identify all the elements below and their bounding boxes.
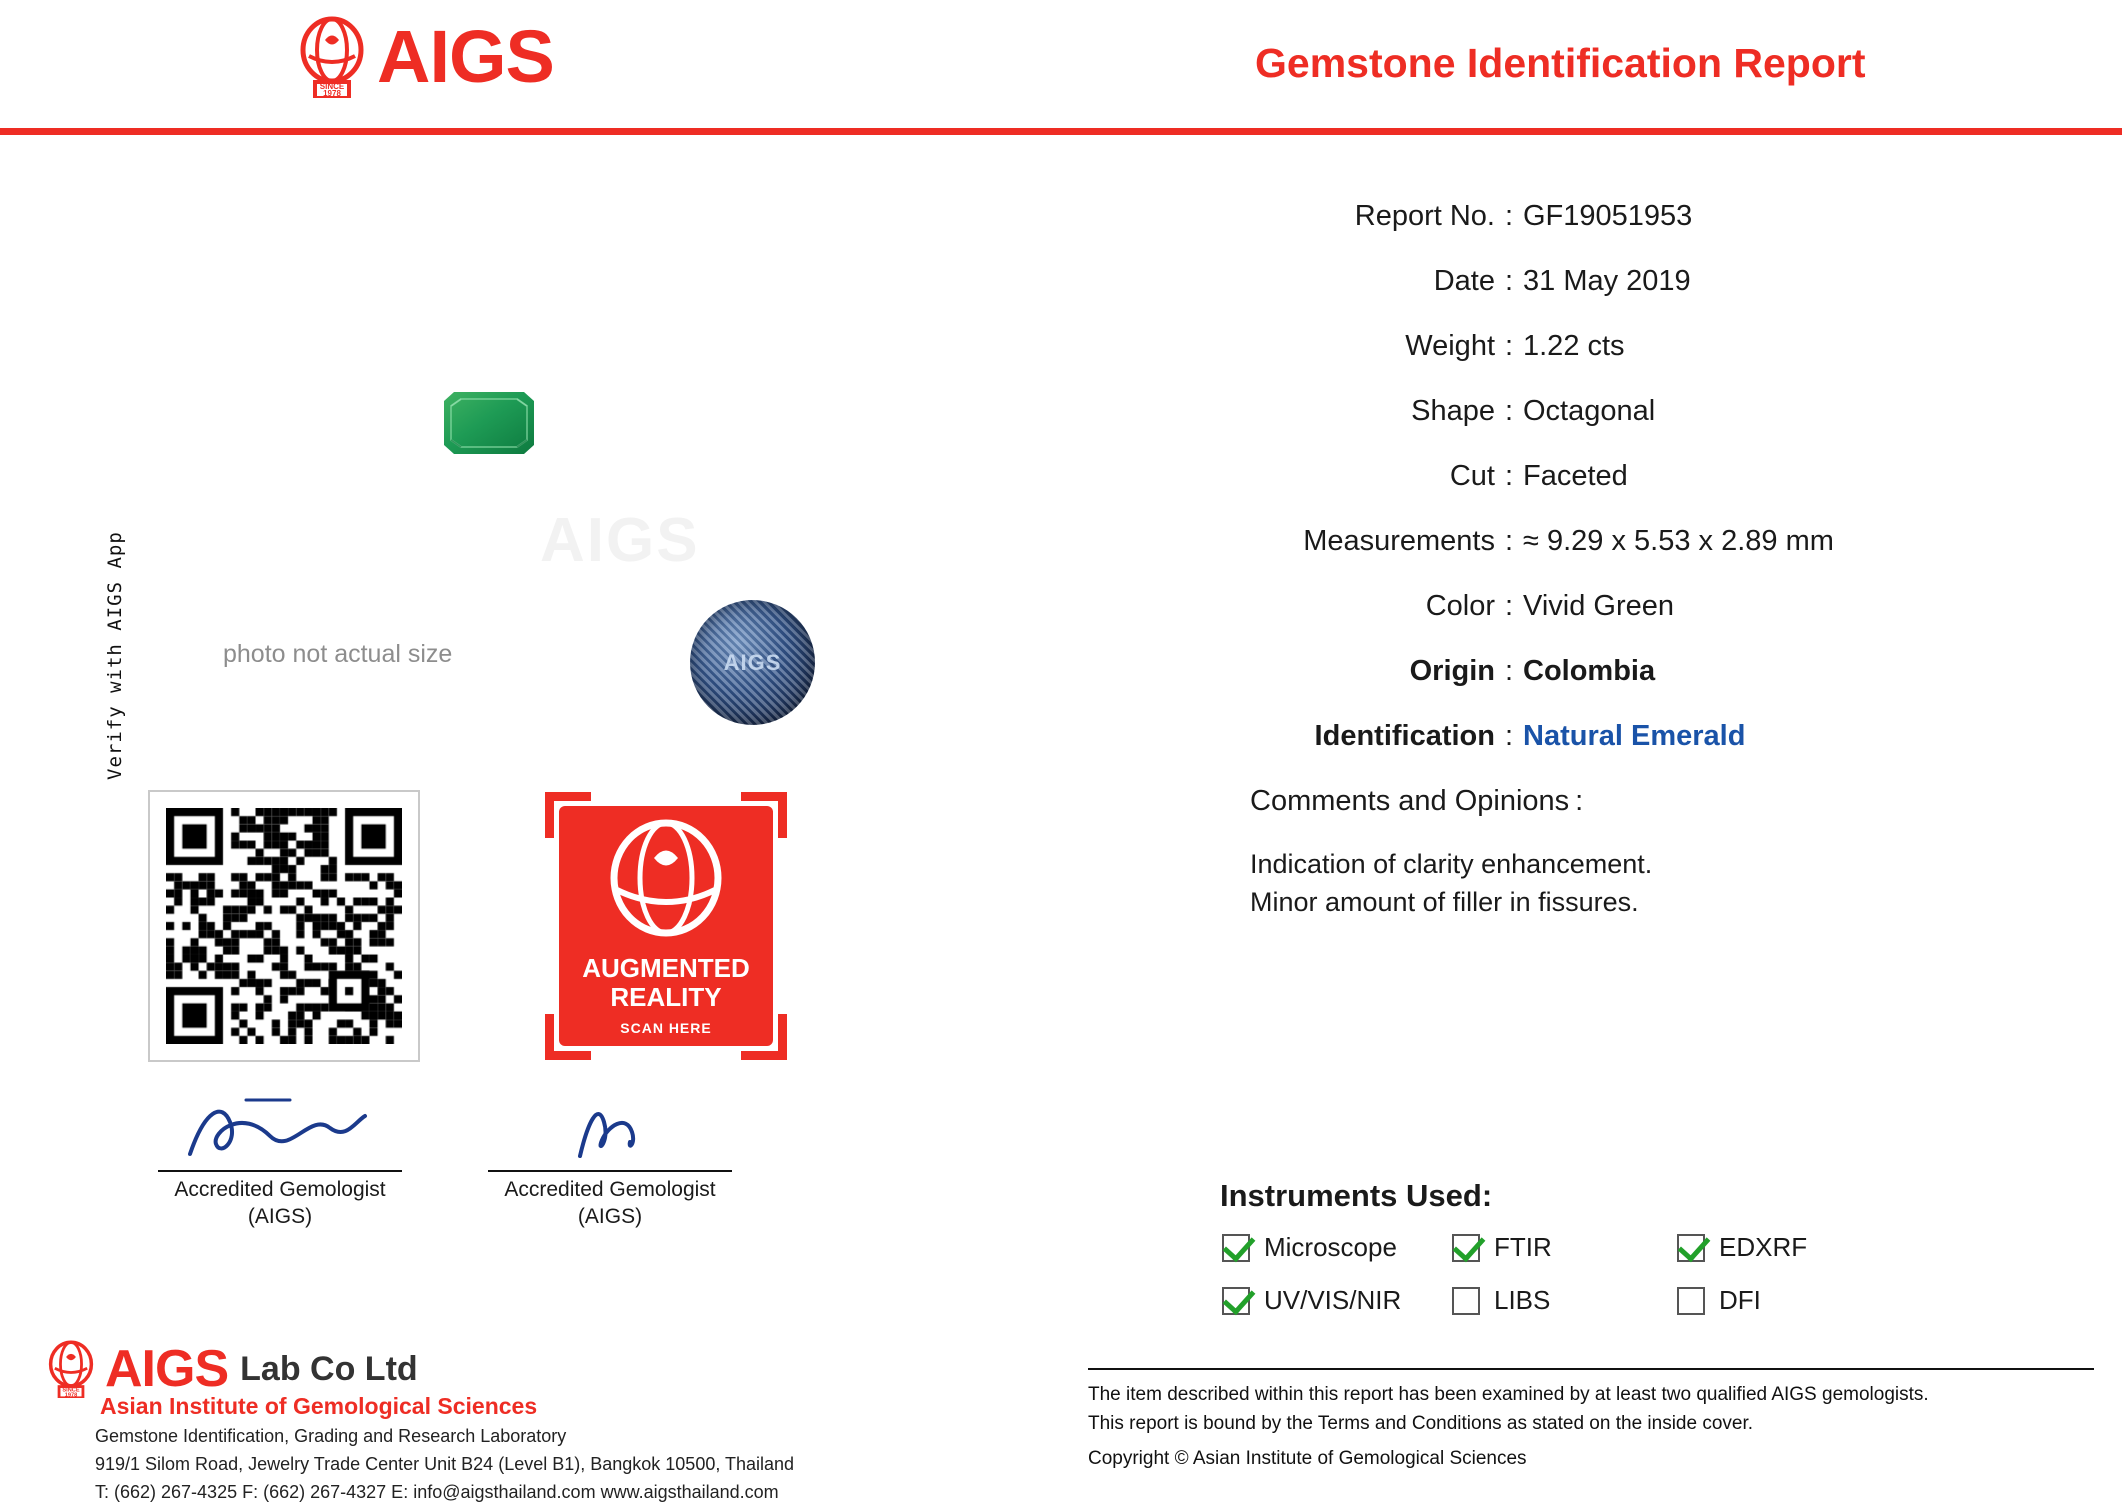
spec-label: Cut [1449, 460, 1495, 492]
instrument-label: FTIR [1494, 1232, 1552, 1262]
spec-colon: : [1505, 525, 1514, 557]
aigs-footer-emblem-icon [45, 1340, 97, 1398]
spec-row [1250, 655, 1834, 720]
footer-lab-name: Lab Co Ltd [240, 1350, 418, 1388]
spec-value: Faceted [1523, 460, 1628, 492]
spec-row [1250, 590, 1834, 655]
instrument-row [1222, 1232, 1922, 1263]
hologram-label: AIGS [723, 649, 782, 675]
spec-label: Weight [1405, 330, 1495, 362]
instrument-item[interactable] [1452, 1232, 1677, 1263]
instrument-label: UV/VIS/NIR [1264, 1285, 1402, 1315]
spec-value: GF19051953 [1523, 200, 1693, 232]
qr-canvas[interactable] [166, 808, 402, 1044]
checkbox-checked-icon[interactable] [1222, 1287, 1250, 1315]
instrument-item[interactable] [1222, 1232, 1452, 1263]
instrument-label: LIBS [1494, 1285, 1551, 1315]
instruments-title: Instruments Used: [1220, 1178, 1493, 1213]
spec-row [1250, 460, 1834, 525]
checkbox-unchecked-icon[interactable] [1452, 1287, 1480, 1315]
spec-colon: : [1505, 655, 1514, 687]
ar-globe-icon [559, 806, 773, 946]
spec-colon: : [1505, 330, 1514, 362]
svg-text:SINCE: SINCE [62, 1387, 80, 1394]
comment-line: Indication of clarity enhancement. [1250, 849, 1653, 879]
spec-value: Octagonal [1523, 395, 1656, 427]
svg-text:SINCE: SINCE [319, 82, 345, 91]
footer-address-line1: Gemstone Identification, Grading and Research Laboratory [95, 1426, 567, 1446]
comments-text [1250, 845, 1652, 922]
instrument-item[interactable] [1222, 1285, 1452, 1316]
instrument-item[interactable] [1677, 1285, 1877, 1316]
disclaimer-text [1088, 1380, 1929, 1439]
verification-qr-code[interactable] [148, 790, 420, 1062]
instrument-item[interactable] [1677, 1232, 1877, 1263]
spec-row [1250, 330, 1834, 395]
signature-mark-2 [460, 1092, 760, 1170]
footer-address-line3: T: (662) 267-4325 F: (662) 267-4327 E: info@aigsthailand.com www.aigsthailand.com [95, 1481, 779, 1502]
spec-label: Color [1425, 590, 1495, 622]
aigs-wordmark: AIGS [377, 15, 554, 98]
checkbox-unchecked-icon[interactable] [1677, 1287, 1705, 1315]
report-header [0, 0, 2122, 128]
instruments-list [1222, 1232, 1922, 1338]
spec-row [1250, 525, 1834, 590]
report-details-table [1250, 200, 1834, 785]
checkbox-checked-icon[interactable] [1452, 1234, 1480, 1262]
spec-value: Colombia [1523, 655, 1656, 687]
aigs-emblem-icon [295, 16, 369, 98]
augmented-reality-marker[interactable] [545, 792, 787, 1060]
signature-block-1 [130, 1092, 430, 1231]
spec-colon: : [1505, 395, 1514, 427]
disclaimer-line-1: The item described within this report has been examined by at least two qualified AIGS gemologists. [1088, 1384, 1929, 1405]
photo-not-actual-size-note: photo not actual size [223, 640, 453, 668]
watermark: AIGS [540, 506, 700, 575]
spec-label: Date [1433, 265, 1495, 297]
instrument-label: Microscope [1264, 1232, 1397, 1262]
spec-row [1250, 395, 1834, 460]
footer-address-line2: 919/1 Silom Road, Jewelry Trade Center Unit B24 (Level B1), Bangkok 10500, Thailand [95, 1453, 795, 1474]
ar-inner-panel[interactable] [559, 806, 773, 1046]
disclaimer-line-2: This report is bound by the Terms and Conditions as stated on the inside cover. [1088, 1413, 1754, 1435]
spec-row [1250, 200, 1834, 265]
instrument-item[interactable] [1452, 1285, 1677, 1316]
comment-line: Minor amount of filler in fissures. [1250, 887, 1639, 918]
hologram-seal [690, 600, 815, 725]
ar-title: AUGMENTED REALITY [582, 953, 750, 1013]
spec-colon: : [1505, 590, 1514, 622]
gemstone-photo [444, 392, 534, 459]
spec-label: Origin [1409, 655, 1495, 687]
signature-role-2: Accredited Gemologist (AIGS) [504, 1178, 716, 1229]
spec-row [1250, 720, 1834, 785]
header-divider [0, 128, 2122, 135]
ar-scan-here-label: SCAN HERE [620, 1020, 712, 1036]
spec-value: ≈ 9.29 x 5.53 x 2.89 mm [1523, 525, 1834, 557]
page-title: Gemstone Identification Report [1255, 40, 1866, 86]
qr-verify-label: Verify with AIGS App [104, 531, 126, 780]
spec-value: 1.22 cts [1523, 330, 1625, 362]
signature-role-1: Accredited Gemologist (AIGS) [174, 1178, 386, 1229]
instrument-row [1222, 1285, 1922, 1316]
svg-text:1978: 1978 [64, 1392, 78, 1398]
aigs-logo [295, 16, 554, 98]
spec-value: 31 May 2019 [1523, 265, 1691, 297]
signature-block-2 [460, 1092, 760, 1231]
spec-colon: : [1505, 460, 1514, 492]
footer-logo [45, 1340, 418, 1398]
footer-wordmark: AIGS [105, 1340, 229, 1398]
comments-label: Comments and Opinions : [1250, 785, 1584, 817]
spec-colon: : [1505, 720, 1514, 752]
spec-colon: : [1505, 265, 1514, 297]
spec-value: Natural Emerald [1523, 720, 1746, 752]
instrument-label: DFI [1719, 1285, 1761, 1315]
spec-colon: : [1505, 200, 1514, 232]
spec-label: Measurements [1303, 525, 1495, 557]
spec-label: Report No. [1354, 200, 1495, 232]
spec-label: Identification [1314, 720, 1495, 752]
spec-value: Vivid Green [1523, 590, 1674, 622]
copyright-text: Copyright © Asian Institute of Gemological Sciences [1088, 1448, 1527, 1469]
footer-address [95, 1423, 794, 1507]
checkbox-checked-icon[interactable] [1222, 1234, 1250, 1262]
instrument-label: EDXRF [1719, 1232, 1808, 1262]
checkbox-checked-icon[interactable] [1677, 1234, 1705, 1262]
footer-institute-name: Asian Institute of Gemological Sciences [100, 1393, 538, 1419]
spec-label: Shape [1411, 395, 1495, 427]
svg-text:1978: 1978 [323, 89, 341, 98]
signature-mark-1 [130, 1092, 430, 1170]
disclaimer-divider [1088, 1368, 2094, 1370]
spec-row [1250, 265, 1834, 330]
